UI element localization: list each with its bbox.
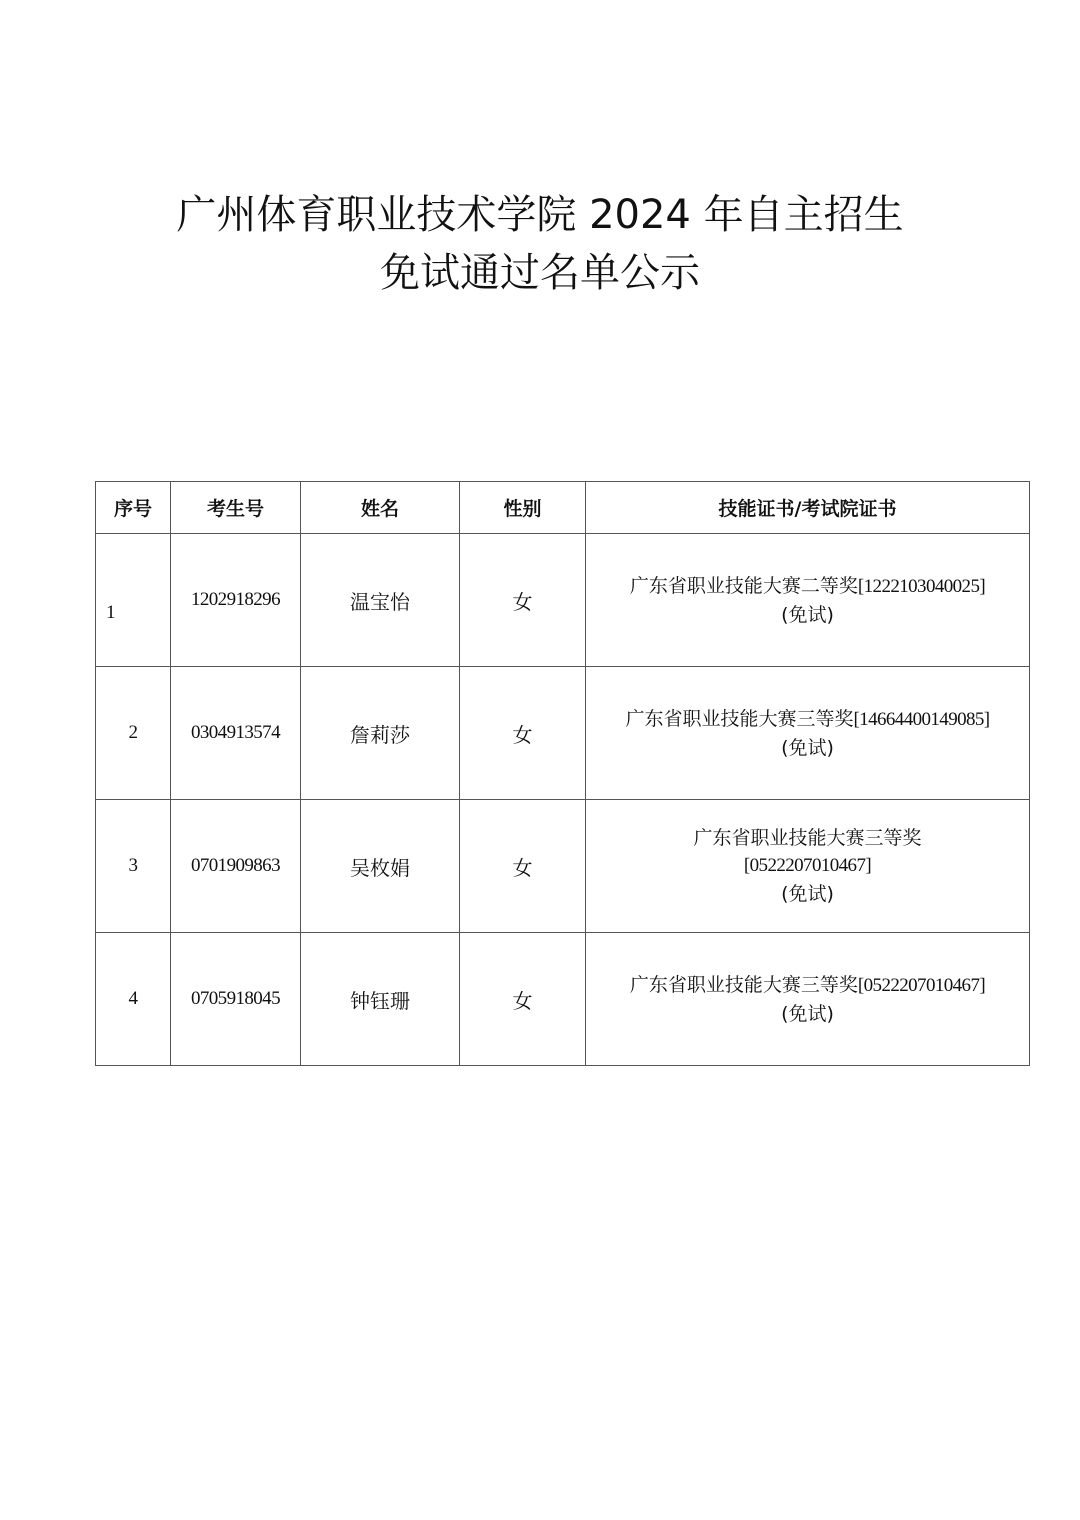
cell-certificate <box>586 800 1030 933</box>
cell-seq: 4 <box>96 933 171 1066</box>
cert-code: [14664400149085] <box>853 708 990 730</box>
cert-code: [0522207010467] <box>857 974 986 996</box>
table-row <box>96 933 1030 1066</box>
header-gender: 性别 <box>460 482 586 534</box>
cell-gender: 女 <box>460 667 586 800</box>
cert-main-line <box>586 572 1029 601</box>
cell-seq: 3 <box>96 800 171 933</box>
cell-exam-no: 0705918045 <box>171 933 301 1066</box>
table-row <box>96 667 1030 800</box>
cell-name: 温宝怡 <box>301 534 460 667</box>
cell-exam-no: 0701909863 <box>171 800 301 933</box>
header-seq: 序号 <box>96 482 171 534</box>
table-header-row <box>96 482 1030 534</box>
header-name: 姓名 <box>301 482 460 534</box>
cert-note: (免试) <box>781 883 834 905</box>
cert-code: [1222103040025] <box>857 575 986 597</box>
cert-note: (免试) <box>781 736 834 759</box>
cert-code: [0522207010467] <box>743 855 872 876</box>
cell-name: 吴枚娟 <box>301 800 460 933</box>
cell-seq: 2 <box>96 667 171 800</box>
cert-title: 广东省职业技能大赛三等奖 <box>629 973 858 996</box>
header-certificate: 技能证书/考试院证书 <box>586 482 1030 534</box>
cell-seq <box>96 534 171 667</box>
cell-certificate <box>586 933 1030 1066</box>
table-row <box>96 534 1030 667</box>
cert-note: (免试) <box>781 1002 834 1025</box>
cell-gender: 女 <box>460 534 586 667</box>
cert-title: 广东省职业技能大赛二等奖 <box>629 574 858 597</box>
cell-exam-no: 1202918296 <box>171 534 301 667</box>
cell-gender: 女 <box>460 800 586 933</box>
cell-gender: 女 <box>460 933 586 1066</box>
header-exam-no: 考生号 <box>171 482 301 534</box>
cell-name: 詹莉莎 <box>301 667 460 800</box>
cell-certificate <box>586 534 1030 667</box>
cell-certificate <box>586 667 1030 800</box>
cert-title: 广东省职业技能大赛三等奖 <box>693 827 922 849</box>
cell-name: 钟钰珊 <box>301 933 460 1066</box>
cert-main-line <box>586 705 1029 734</box>
cert-note: (免试) <box>781 603 834 626</box>
cert-title: 广东省职业技能大赛三等奖 <box>625 707 854 730</box>
table-row <box>96 800 1030 933</box>
cert-main-line <box>586 971 1029 1000</box>
cell-exam-no: 0304913574 <box>171 667 301 800</box>
seq-value: 1 <box>106 602 115 623</box>
admission-list-table <box>95 481 1030 1066</box>
page-subtitle: 免试通过名单公示 <box>380 250 700 296</box>
page-title: 广州体育职业技术学院 2024 年自主招生 <box>176 192 904 238</box>
